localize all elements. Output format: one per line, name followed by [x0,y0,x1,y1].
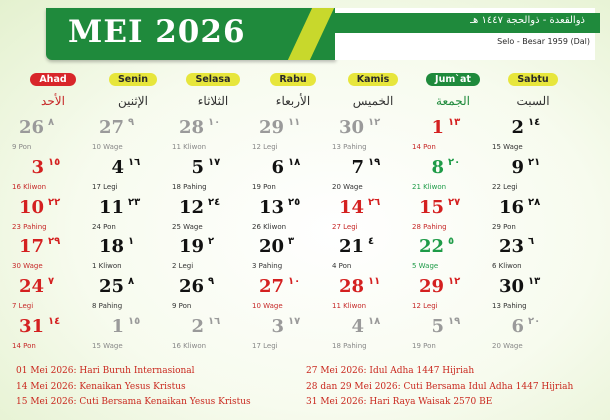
hijri-date: ٢١ [528,157,541,168]
date-cell [412,197,492,241]
pasaran-label: 11 Kliwon [332,302,367,310]
hijri-date: ١٠ [288,276,301,287]
hijri-date: ٢٤ [208,197,221,208]
pasaran-label: 15 Wage [92,342,123,350]
pasaran-label: 9 Pon [172,302,192,310]
holiday-item: 28 dan 29 Mei 2026: Cuti Bersama Idul Adha 1447 Hijriah [306,381,574,392]
date-cell [92,236,172,280]
date-number: 26 [18,117,44,138]
weekday-header [23,67,83,108]
hijri-date: ١٣ [448,117,461,128]
weekday-header [343,67,403,108]
hijri-date: ١٨ [368,316,381,327]
date-cell [412,276,492,320]
date-number: 6 [271,157,284,178]
date-number: 30 [498,276,524,297]
date-number: 20 [258,236,284,257]
date-cell [492,236,572,280]
date-cell [92,316,172,360]
weekday-arabic-label: الخميس [352,94,394,108]
pasaran-label: 13 Pahing [332,143,367,151]
date-number: 5 [191,157,204,178]
hijri-date: ٢٠ [528,316,541,327]
holiday-item: 15 Mei 2026: Cuti Bersama Kenaikan Yesus Kristus [16,397,251,407]
hijri-date: ١٩ [448,316,461,327]
date-number: 1 [431,117,444,138]
pasaran-label: 1 Kliwon [92,262,122,270]
date-number: 25 [98,276,124,297]
pasaran-label: 12 Legi [252,143,278,151]
pasaran-label: 23 Pahing [12,223,47,231]
pasaran-label: 6 Kliwon [492,262,522,270]
pasaran-label: 28 Pahing [412,223,447,231]
weekday-arabic-label: الأربعاء [275,94,311,108]
pasaran-label: 14 Pon [12,342,36,350]
pasaran-label: 18 Pahing [332,342,367,350]
hijri-date: ١٧ [208,157,221,168]
date-number: 28 [178,117,204,138]
pasaran-label: 29 Pon [492,223,516,231]
date-cell [332,316,412,360]
date-cell [332,197,412,241]
holiday-list-left [16,364,306,411]
pasaran-label: 14 Pon [412,143,436,151]
date-number: 12 [178,197,204,218]
hijri-date: ٨ [128,276,135,287]
date-number: 4 [351,316,364,337]
hijri-date: ٢٧ [448,197,461,208]
weekday-header [183,67,243,108]
holiday-item: 14 Mei 2026: Kenaikan Yesus Kristus [16,381,186,392]
date-cell [492,276,572,320]
weekday-label: Ahad [30,73,75,86]
date-cell [412,157,492,201]
date-number: 13 [258,197,284,218]
hijri-date: ٢٠ [448,157,461,168]
hijri-date: ٢٣ [128,197,141,208]
pasaran-label: 17 Legi [92,183,118,191]
date-number: 31 [18,316,44,337]
weekday-label: Rabu [270,73,315,86]
date-number: 15 [418,197,444,218]
weekday-label: Kamis [348,73,399,86]
weekday-arabic-label: الثلاثاء [197,94,229,108]
date-cell [252,197,332,241]
date-number: 14 [338,197,364,218]
hijri-date: ١٥ [48,157,61,168]
hijri-date: ١٥ [128,316,141,327]
pasaran-label: 30 Wage [12,262,43,270]
weekday-label: Sabtu [508,73,557,86]
hijri-date: ١ [128,236,135,247]
date-cell [12,117,92,161]
date-number: 3 [31,157,44,178]
date-number: 7 [351,157,364,178]
pasaran-label: 18 Pahing [172,183,207,191]
pasaran-label: 16 Kliwon [172,342,207,350]
hijri-date: ٢٥ [288,197,301,208]
pasaran-label: 20 Wage [492,342,523,350]
pasaran-label: 22 Legi [492,183,518,191]
date-cell [332,236,412,280]
date-number: 29 [258,117,284,138]
hijri-date: ١١ [368,276,381,287]
date-number: 18 [98,236,124,257]
date-number: 22 [418,236,444,257]
date-cell [92,276,172,320]
date-cell [492,117,572,161]
date-number: 3 [271,316,284,337]
pasaran-label: 13 Pahing [492,302,527,310]
date-cell [172,117,252,161]
date-number: 19 [178,236,204,257]
hijri-date: ٣ [288,236,295,247]
date-cell [252,117,332,161]
hijri-date: ١٠ [208,117,221,128]
date-cell [12,316,92,360]
date-number: 5 [431,316,444,337]
hijri-date: ٢٢ [48,197,61,208]
pasaran-label: 8 Pahing [92,302,123,310]
hijri-date: ٢٩ [48,236,61,247]
date-cell [172,197,252,241]
weekday-arabic-label: الإثنين [118,94,148,108]
date-cell [252,276,332,320]
holiday-item: 31 Mei 2026: Hari Raya Waisak 2570 BE [306,397,493,407]
hijri-date: ٦ [528,236,535,247]
weekday-label: Senin [109,73,157,86]
month-title: MEI 2026 [68,14,246,50]
hijri-date: ١٢ [368,117,381,128]
date-cell [12,236,92,280]
date-number: 27 [258,276,284,297]
date-cell [92,197,172,241]
date-cell [252,157,332,201]
date-cell [332,276,412,320]
pasaran-label: 20 Wage [332,183,363,191]
hijri-date: ٤ [368,236,375,247]
hijri-date: ١٤ [528,117,541,128]
date-cell [492,316,572,360]
date-cell [172,236,252,280]
date-number: 1 [111,316,124,337]
hijri-month-label: ذوالقعدة - ذوالحجة ١٤٤٧ هـ [470,15,585,26]
pasaran-label: 5 Wage [412,262,439,270]
date-cell [172,316,252,360]
hijri-date: ٥ [448,236,455,247]
pasaran-label: 25 Wage [172,223,203,231]
date-cell [332,157,412,201]
date-cell [492,197,572,241]
pasaran-label: 10 Wage [92,143,123,151]
date-number: 16 [498,197,524,218]
hijri-date: ١٣ [528,276,541,287]
pasaran-label: 4 Pon [332,262,352,270]
weekday-header [423,67,483,108]
date-cell [412,316,492,360]
date-number: 27 [98,117,124,138]
date-number: 21 [338,236,364,257]
date-number: 10 [18,197,44,218]
date-number: 17 [18,236,44,257]
hijri-date: ١٢ [448,276,461,287]
weekday-arabic-label: الجمعة [436,94,470,108]
holiday-item: 01 Mei 2026: Hari Buruh Internasional [16,366,195,376]
date-cell [92,157,172,201]
hijri-date: ٧ [48,276,55,287]
hijri-date: ١٤ [48,316,61,327]
hijri-date: ١٧ [288,316,301,327]
holiday-item: 27 Mei 2026: Idul Adha 1447 Hijriah [306,366,475,376]
pasaran-label: 12 Legi [412,302,438,310]
pasaran-label: 10 Wage [252,302,283,310]
weekday-label: Jum`at [426,73,480,86]
weekday-label: Selasa [186,73,239,86]
date-number: 8 [431,157,444,178]
date-number: 2 [511,117,524,138]
pasaran-label: 7 Legi [12,302,34,310]
date-number: 9 [511,157,524,178]
pasaran-label: 19 Pon [252,183,276,191]
date-cell [12,276,92,320]
weekday-header [103,67,163,108]
weekday-header [263,67,323,108]
pasaran-label: 15 Wage [492,143,523,151]
date-number: 30 [338,117,364,138]
date-cell [172,276,252,320]
date-number: 26 [178,276,204,297]
pasaran-label: 24 Pon [92,223,116,231]
holiday-list-right [306,364,601,411]
hijri-date: ٢٨ [528,197,541,208]
date-number: 2 [191,316,204,337]
hijri-date: ١٨ [288,157,301,168]
pasaran-label: 2 Legi [172,262,194,270]
hijri-date: ٨ [48,117,55,128]
date-cell [492,157,572,201]
hijri-date: ١٩ [368,157,381,168]
date-cell [252,236,332,280]
pasaran-label: 26 Kliwon [252,223,287,231]
pasaran-label: 17 Legi [252,342,278,350]
hijri-date: ١٦ [208,316,221,327]
date-number: 29 [418,276,444,297]
date-cell [412,236,492,280]
date-cell [12,157,92,201]
hijri-date: ١٦ [128,157,141,168]
pasaran-label: 21 Kliwon [412,183,447,191]
date-number: 24 [18,276,44,297]
date-cell [92,117,172,161]
date-number: 23 [498,236,524,257]
weekday-arabic-label: السبت [516,94,550,108]
pasaran-label: 9 Pon [12,143,32,151]
pasaran-label: 19 Pon [412,342,436,350]
hijri-date: ٩ [208,276,215,287]
date-number: 4 [111,157,124,178]
pasaran-label: 16 Kliwon [12,183,47,191]
hijri-date: ٢٦ [368,197,381,208]
pasaran-label: 11 Kliwon [172,143,207,151]
pasaran-label: 3 Pahing [252,262,283,270]
hijri-date: ١١ [288,117,301,128]
date-cell [12,197,92,241]
date-cell [172,157,252,201]
javanese-year-label: Selo - Besar 1959 (Dal) [497,37,590,46]
weekday-header [503,67,563,108]
date-number: 11 [98,197,124,218]
hijri-date: ٩ [128,117,135,128]
date-cell [332,117,412,161]
pasaran-label: 27 Legi [332,223,358,231]
date-number: 28 [338,276,364,297]
date-cell [412,117,492,161]
date-number: 6 [511,316,524,337]
date-cell [252,316,332,360]
hijri-date: ٢ [208,236,215,247]
weekday-arabic-label: الأحد [41,94,65,108]
